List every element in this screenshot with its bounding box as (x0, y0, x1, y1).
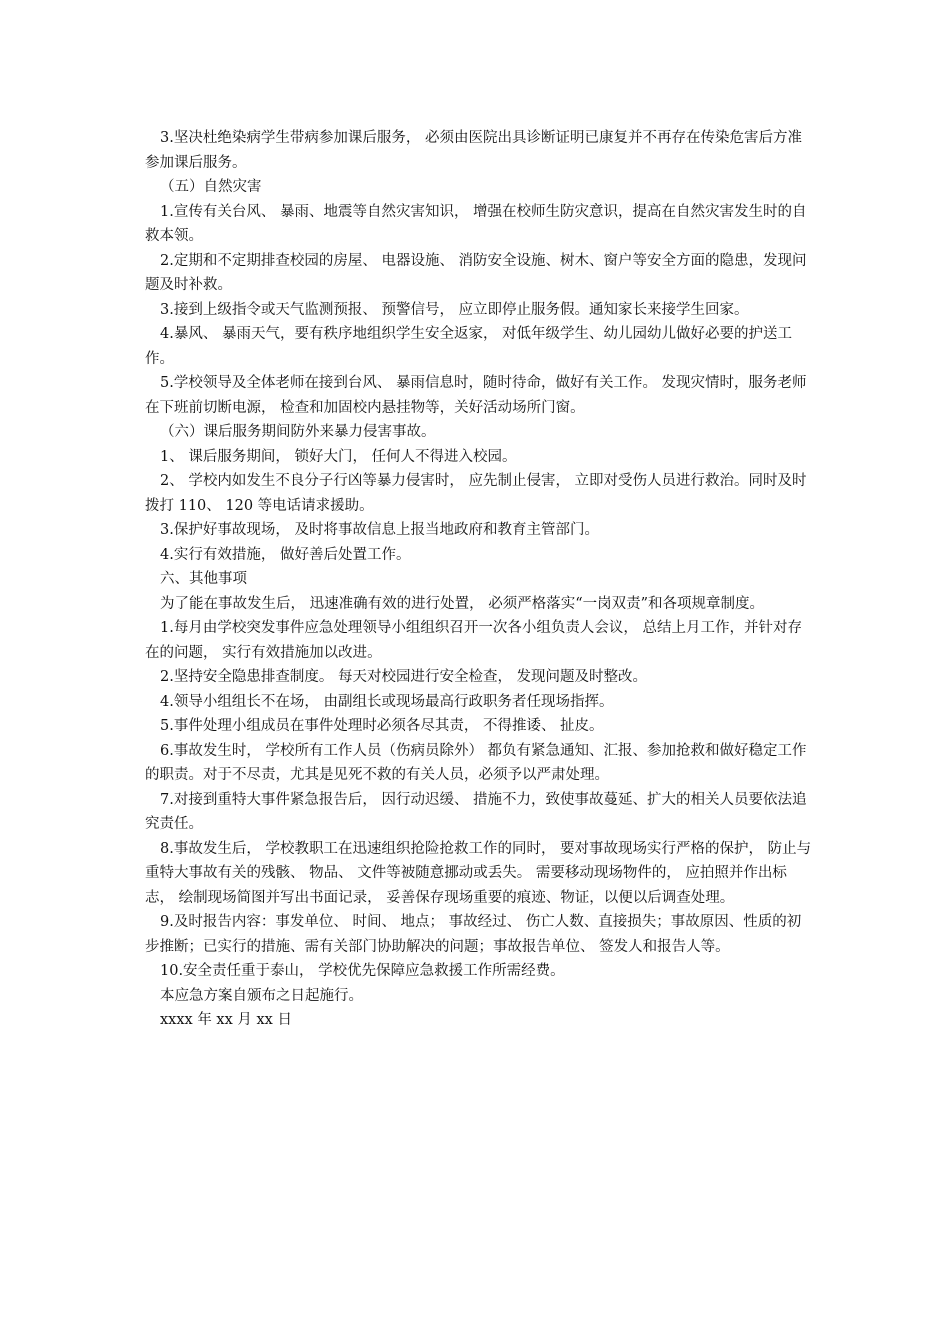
paragraph: 5.事件处理小组成员在事件处理时必须各尽其责， 不得推诿、 扯皮。 (160, 718, 604, 734)
section-heading: 六、其他事项 (160, 571, 247, 587)
paragraph: 10.安全责任重于泰山， 学校优先保障应急救援工作所需经费。 (160, 963, 565, 979)
section-heading: （五）自然灾害 (160, 179, 262, 195)
paragraph: 1.每月由学校突发事件应急处理领导小组组织召开一次各小组负责人会议， 总结上月工作，并针对存在的问题， 实行有效措施加以改进。 (145, 620, 802, 661)
paragraph: 4.实行有效措施， 做好善后处置工作。 (160, 546, 411, 563)
paragraph: 3.接到上级指令或天气监测预报、 预警信号， 应立即停止服务假。通知家长来接学生回家。 (160, 301, 749, 318)
paragraph: 6.事故发生时， 学校所有工作人员（伤病员除外） 都负有紧急通知、汇报、参加抢救和做好稳定工作的职责。对于不尽责，尤其是见死不救的有关人员，必须予以严肃处理。 (145, 742, 807, 783)
paragraph: 4.领导小组组长不在场， 由副组长或现场最高行政职务者任现场指挥。 (160, 693, 614, 710)
paragraph: 3.坚决杜绝染病学生带病参加课后服务， 必须由医院出具诊断证明已康复并不再存在传染危害后方准参加课后服务。 (145, 130, 802, 171)
document-body (145, 126, 812, 1033)
paragraph: 2、 学校内如发生不良分子行凶等暴力侵害时， 应先制止侵害， 立即对受伤人员进行救治。同时及时拨打 110、 120 等电话请求援助。 (145, 473, 807, 514)
paragraph: 4.暴风、 暴雨天气，要有秩序地组织学生安全返家， 对低年级学生、幼儿园幼儿做好必要的护送工作。 (145, 326, 793, 367)
paragraph: 3.保护好事故现场， 及时将事故信息上报当地政府和教育主管部门。 (160, 522, 599, 538)
paragraph: 7.对接到重特大事件紧急报告后， 因行动迟缓、 措施不力，致使事故蔓延、扩大的相关人员要依法追究责任。 (145, 791, 807, 832)
section-heading: （六）课后服务期间防外来暴力侵害事故。 (160, 424, 436, 440)
closing-statement: 本应急方案自颁布之日起施行。 (160, 987, 363, 1004)
paragraph: 2.定期和不定期排查校园的房屋、 电器设施、 消防安全设施、树木、窗户等安全方面的隐患，发现问题及时补救。 (145, 252, 807, 293)
paragraph: 8.事故发生后， 学校教职工在迅速组织抢险抢救工作的同时， 要对事故现场实行严格的保护， 防止与重特大事故有关的残骸、 物品、 文件等被随意挪动或丢失。 需要移动现场物件的， 应拍照并作出标志， 绘制现场简图并写出书面记录， 妥善保存现场重要的痕迹、物证，以便以后调查处理。 (145, 840, 812, 906)
paragraph: 9.及时报告内容：事发单位、 时间、 地点； 事故经过、 伤亡人数、直接损失；事故原因、性质的初步推断；已实行的措施、需有关部门协助解决的问题；事故报告单位、 签发人和报告人等。 (145, 914, 802, 955)
paragraph: 1、 课后服务期间， 锁好大门， 任何人不得进入校园。 (160, 448, 517, 465)
paragraph: 为了能在事故发生后， 迅速准确有效的进行处置， 必须严格落实“一岗双责”和各项规章制度。 (160, 595, 765, 612)
paragraph: 5.学校领导及全体老师在接到台风、 暴雨信息时，随时待命，做好有关工作。 发现灾情时，服务老师在下班前切断电源， 检查和加固校内悬挂物等，关好活动场所门窗。 (145, 375, 807, 416)
paragraph: 2.坚持安全隐患排查制度。 每天对校园进行安全检查， 发现问题及时整改。 (160, 669, 648, 685)
paragraph: 1.宣传有关台风、 暴雨、地震等自然灾害知识， 增强在校师生防灾意识，提高在自然灾害发生时的自救本领。 (145, 203, 807, 244)
document-date: xxxx 年 xx 月 xx 日 (160, 1012, 292, 1028)
